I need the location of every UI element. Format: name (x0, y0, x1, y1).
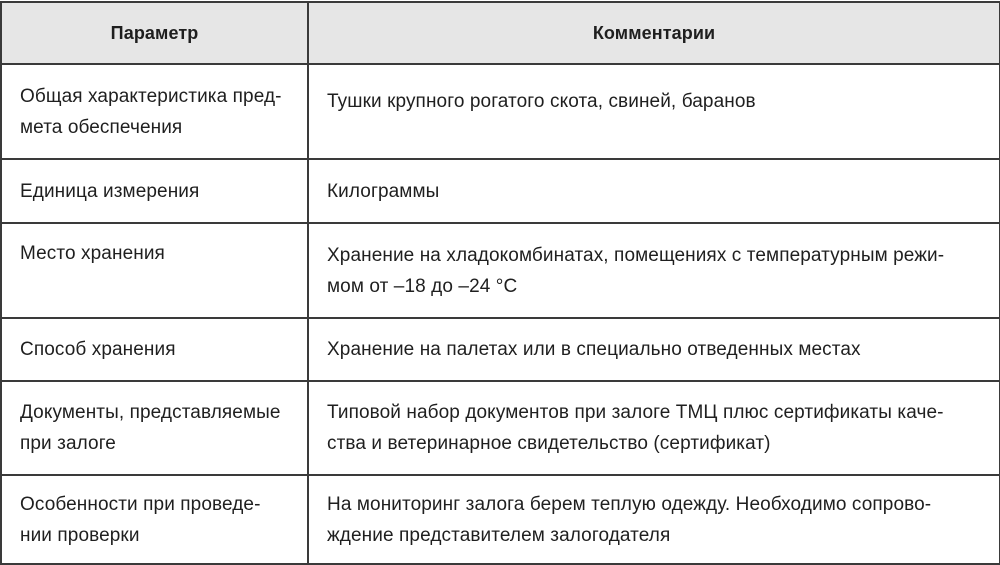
comment-cell (308, 159, 1000, 223)
comment-text-line: ждение представителем залогодателя (327, 524, 671, 546)
param-text-line: Способ хранения (20, 339, 176, 360)
comment-text-line: Типовой набор документов при залоге ТМЦ плюс сертификаты каче- (327, 402, 944, 423)
comment-cell (308, 318, 1000, 381)
param-cell (1, 159, 308, 223)
param-text-line: Место хранения (20, 243, 165, 264)
param-cell (1, 64, 308, 159)
comment-text-line: Тушки крупного рогатого скота, свиней, баранов (327, 91, 756, 112)
comment-cell (308, 223, 1000, 318)
param-text-line: Общая характеристика пред- (20, 85, 282, 107)
comment-cell (308, 381, 1000, 475)
table-row (1, 159, 1000, 223)
table-row (1, 475, 1000, 564)
comment-text-line: На мониторинг залога берем теплую одежду. Необходимо сопрово- (327, 493, 932, 515)
header-parameter: Параметр (1, 2, 308, 64)
param-text-line: Особенности при проведе- (20, 493, 261, 515)
param-text-line: Документы, представляемые (20, 402, 281, 423)
param-cell (1, 223, 308, 318)
comment-cell (308, 475, 1000, 564)
comment-cell (308, 64, 1000, 159)
table-row (1, 64, 1000, 159)
header-row (1, 2, 1000, 64)
comment-text-line: ства и ветеринарное свидетельство (сертификат) (327, 433, 771, 454)
param-text-line: мета обеспечения (20, 116, 183, 138)
comment-text-line: Хранение на хладокомбинатах, помещениях с температурным режи- (327, 244, 945, 266)
header-comments: Комментарии (308, 2, 1000, 64)
table-row (1, 223, 1000, 318)
param-cell (1, 475, 308, 564)
table-row (1, 318, 1000, 381)
data-table (0, 1, 1000, 565)
comment-text-line: Хранение на палетах или в специально отведенных местах (327, 339, 861, 360)
comment-text-line: мом от –18 до –24 °С (327, 275, 518, 297)
param-text-line: при залоге (20, 433, 116, 454)
param-text-line: Единица измерения (20, 180, 200, 202)
param-cell (1, 381, 308, 475)
param-cell (1, 318, 308, 381)
comment-text-line: Килограммы (327, 180, 440, 202)
table-row (1, 381, 1000, 475)
param-text-line: нии проверки (20, 524, 140, 546)
